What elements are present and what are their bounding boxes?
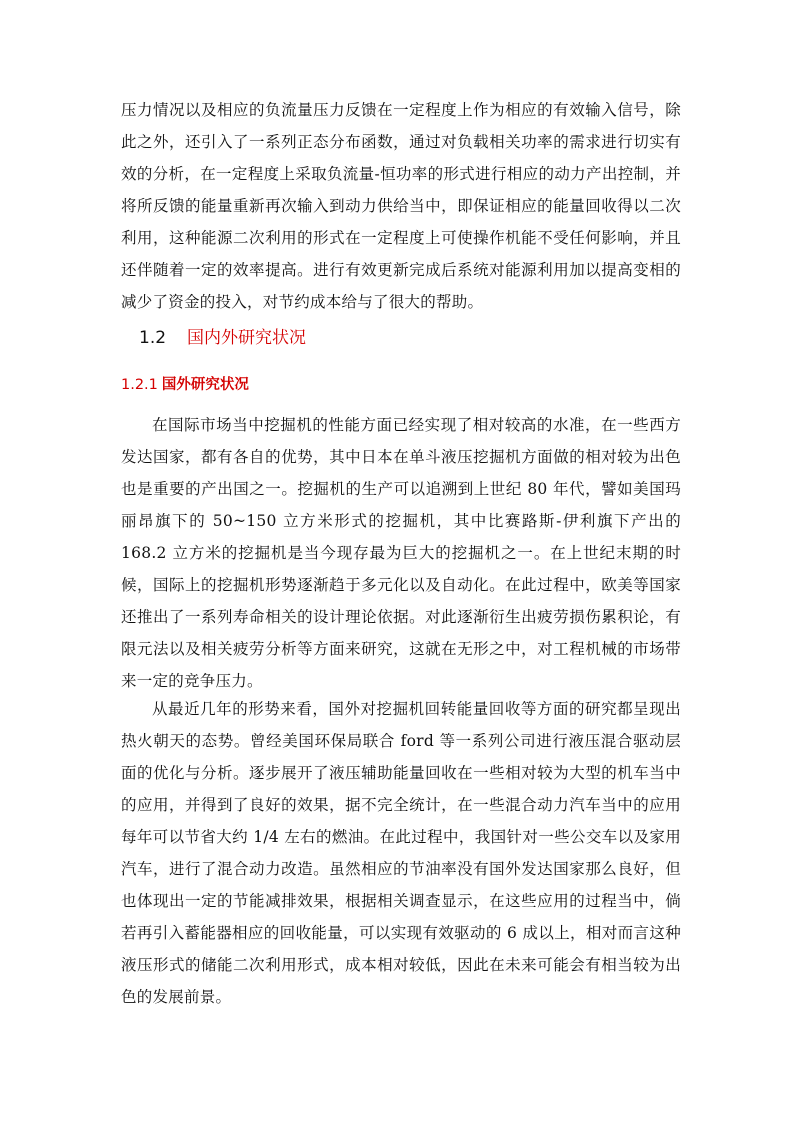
body-paragraph-3: 从最近几年的形势来看，国外对挖掘机回转能量回收等方面的研究都呈现出热火朝天的态势。曾经美国环保局联合 ford 等一系列公司进行液压混合驱动层面的优化与分析。逐步展开了液压辅助能量回收在一些相对较为大型的机车当中的应用，并得到了良好的效果，据不完全统计，在一些混合动力汽车当中的应用每年可以节省大约 1/4 左右的燃油。在此过程中，我国针对一些公交车以及家用汽车，进行了混合动力改造。虽然相应的节油率没有国外发达国家那么良好，但也体现出一定的节能减排效果，根据相关调查显示，在这些应用的过程当中，倘若再引入蓄能器相应的回收能量，可以实现有效驱动的 6 成以上，相对而言这种液压形式的储能二次利用形式，成本相对较低，因此在未来可能会有相当较为出色的发展前景。 <box>121 700 681 1006</box>
section-number: 1.2 <box>139 328 167 348</box>
body-paragraph-2: 在国际市场当中挖掘机的性能方面已经实现了相对较高的水准，在一些西方发达国家，都有各自的优势，其中日本在单斗液压挖掘机方面做的相对较为出色也是重要的产出国之一。挖掘机的生产可以追溯到上世纪 80 年代，譬如美国玛丽昂旗下的 50~150 立方米形式的挖掘机，其中比赛路斯-伊利旗下产出的 168.2 立方米的挖掘机是当今现存最为巨大的挖掘机之一。在上世纪末期的时候，国际上的挖掘机形势逐渐趋于多元化以及自动化。在此过程中，欧美等国家还推出了一系列寿命相关的设计理论依据。对此逐渐衍生出疲劳损伤累积论，有限元法以及相关疲劳分析等方面来研究，这就在无形之中，对工程机械的市场带来一定的竞争压力。 <box>121 416 681 690</box>
section-title: 国内外研究状况 <box>187 328 306 348</box>
subsection-number: 1.2.1 <box>121 377 158 393</box>
subsection-title: 国外研究状况 <box>161 377 249 393</box>
body-paragraph-1: 压力情况以及相应的负流量压力反馈在一定程度上作为相应的有效输入信号，除此之外，还引入了一系列正态分布函数，通过对负载相关功率的需求进行切实有效的分析，在一定程度上采取负流量-恒功率的形式进行相应的动力产出控制，并将所反馈的能量重新再次输入到动力供给当中，即保证相应的能量回收得以二次利用，这种能源二次利用的形式在一定程度上可使操作机能不受任何影响，并且还伴随着一定的效率提高。进行有效更新完成后系统对能源利用加以提高变相的减少了资金的投入，对节约成本给与了很大的帮助。 <box>121 101 681 311</box>
subsection-heading <box>121 372 249 398</box>
section-heading <box>139 323 306 353</box>
